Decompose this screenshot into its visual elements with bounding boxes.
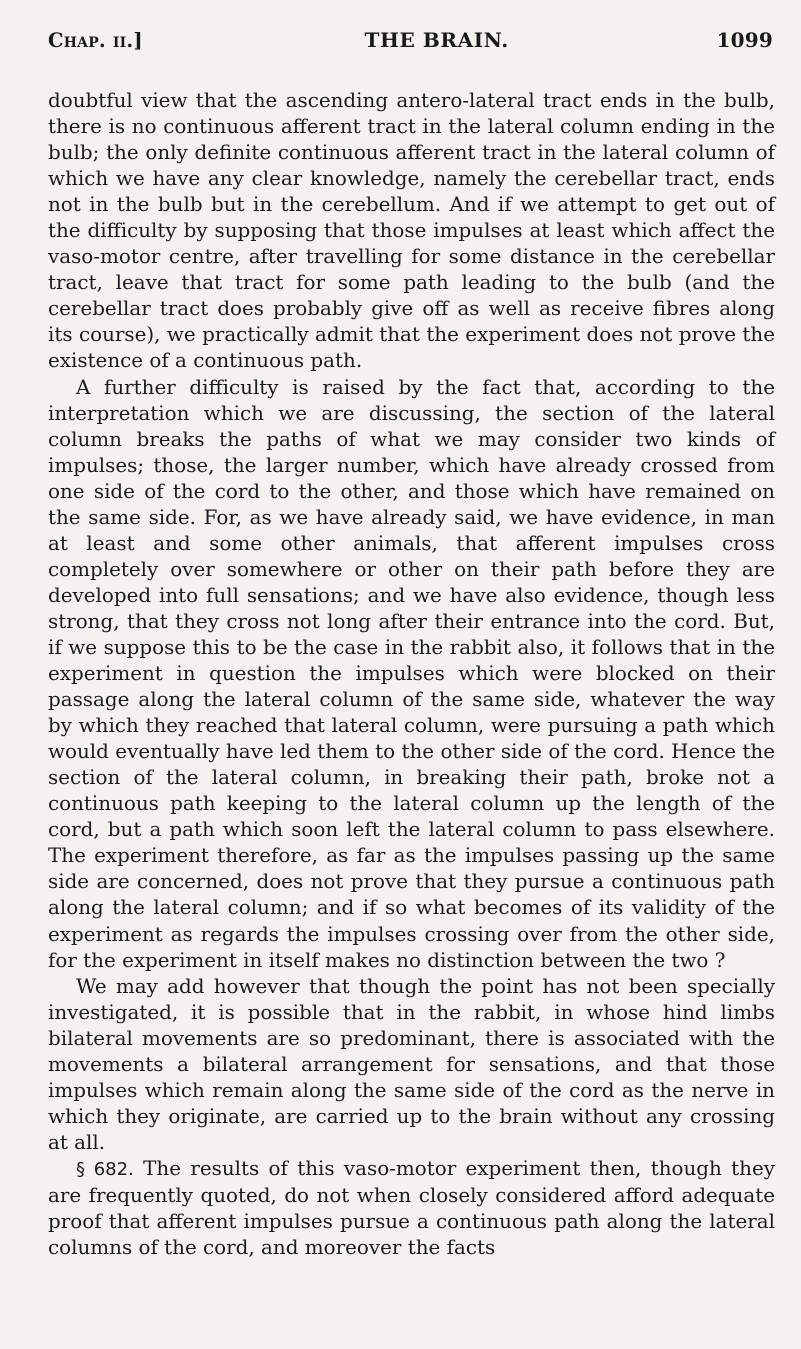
chapter-label: Chap. ii.] (48, 29, 143, 52)
page-title: THE BRAIN. (364, 28, 509, 52)
paragraph-4 (48, 1156, 775, 1261)
paragraph-1: doubtful view that the ascending antero-lateral tract ends in the bulb, there is no continuous afferent tract in the lateral column ending in the bulb; the only definite continuous afferent tract in the lateral column of which we have any clear knowledge, namely the cerebellar tract, ends not in the bulb but in the cerebellum. And if we attempt to get out of the difficulty by supposing that those impulses at least which affect the vaso-motor centre, after travelling for some distance in the cerebellar tract, leave that tract for some path leading to the bulb (and the cerebellar tract does probably give off as well as receive fibres along its course), we practically admit that the experiment does not prove the existence of a continuous path. (48, 89, 775, 373)
paragraph-2: A further difficulty is raised by the fact that, according to the interpretation which we are discussing, the section of the lateral column breaks the paths of what we may consider two kinds of impulses; those, the larger number, which have already crossed from one side of the cord to the other, and those which have remained on the same side. For, as we have already said, we have evidence, in man at least and some other animals, that afferent impulses cross completely over somewhere or other on their path before they are developed into full sensations; and we have also evidence, though less strong, that they cross not long after their entrance into the cord. But, if we suppose this to be the case in the rabbit also, it follows that in the experiment in question the impulses which were blocked on their passage along the lateral column of the same side, whatever the way by which they reached that lateral column, were pursuing a path which would eventually have led them to the other side of the cord. Hence the section of the lateral column, in breaking their path, broke not a continuous path keeping to the lateral column up the length of the cord, but a path which soon left the lateral column to pass elsewhere. The experiment therefore, as far as the impulses passing up the same side are concerned, does not prove that they pursue a continuous path along the lateral column; and if so what becomes of its validity of the experiment as regards the impulses crossing over from the other side, for the experiment in itself makes no distinction between the two ? (48, 375, 775, 972)
running-head (48, 28, 773, 88)
page-number: 1099 (716, 28, 773, 52)
section-number: § 682. (76, 1158, 134, 1180)
paragraph-4-text: The results of this vaso-motor experiment then, though they are frequently quoted, do not when closely considered afford adequate proof that afferent impulses pursue a continuous path along the lateral columns of the cord, and moreover the facts (48, 1156, 775, 1260)
body-text (48, 88, 775, 1261)
paragraph-3: We may add however that though the point has not been specially investigated, it is possible that in the rabbit, in whose hind limbs bilateral movements are so predominant, there is associated with the movements a bilateral arrangement for sensations, and that those impulses which remain along the same side of the cord as the nerve in which they originate, are carried up to the brain without any crossing at all. (48, 974, 775, 1154)
